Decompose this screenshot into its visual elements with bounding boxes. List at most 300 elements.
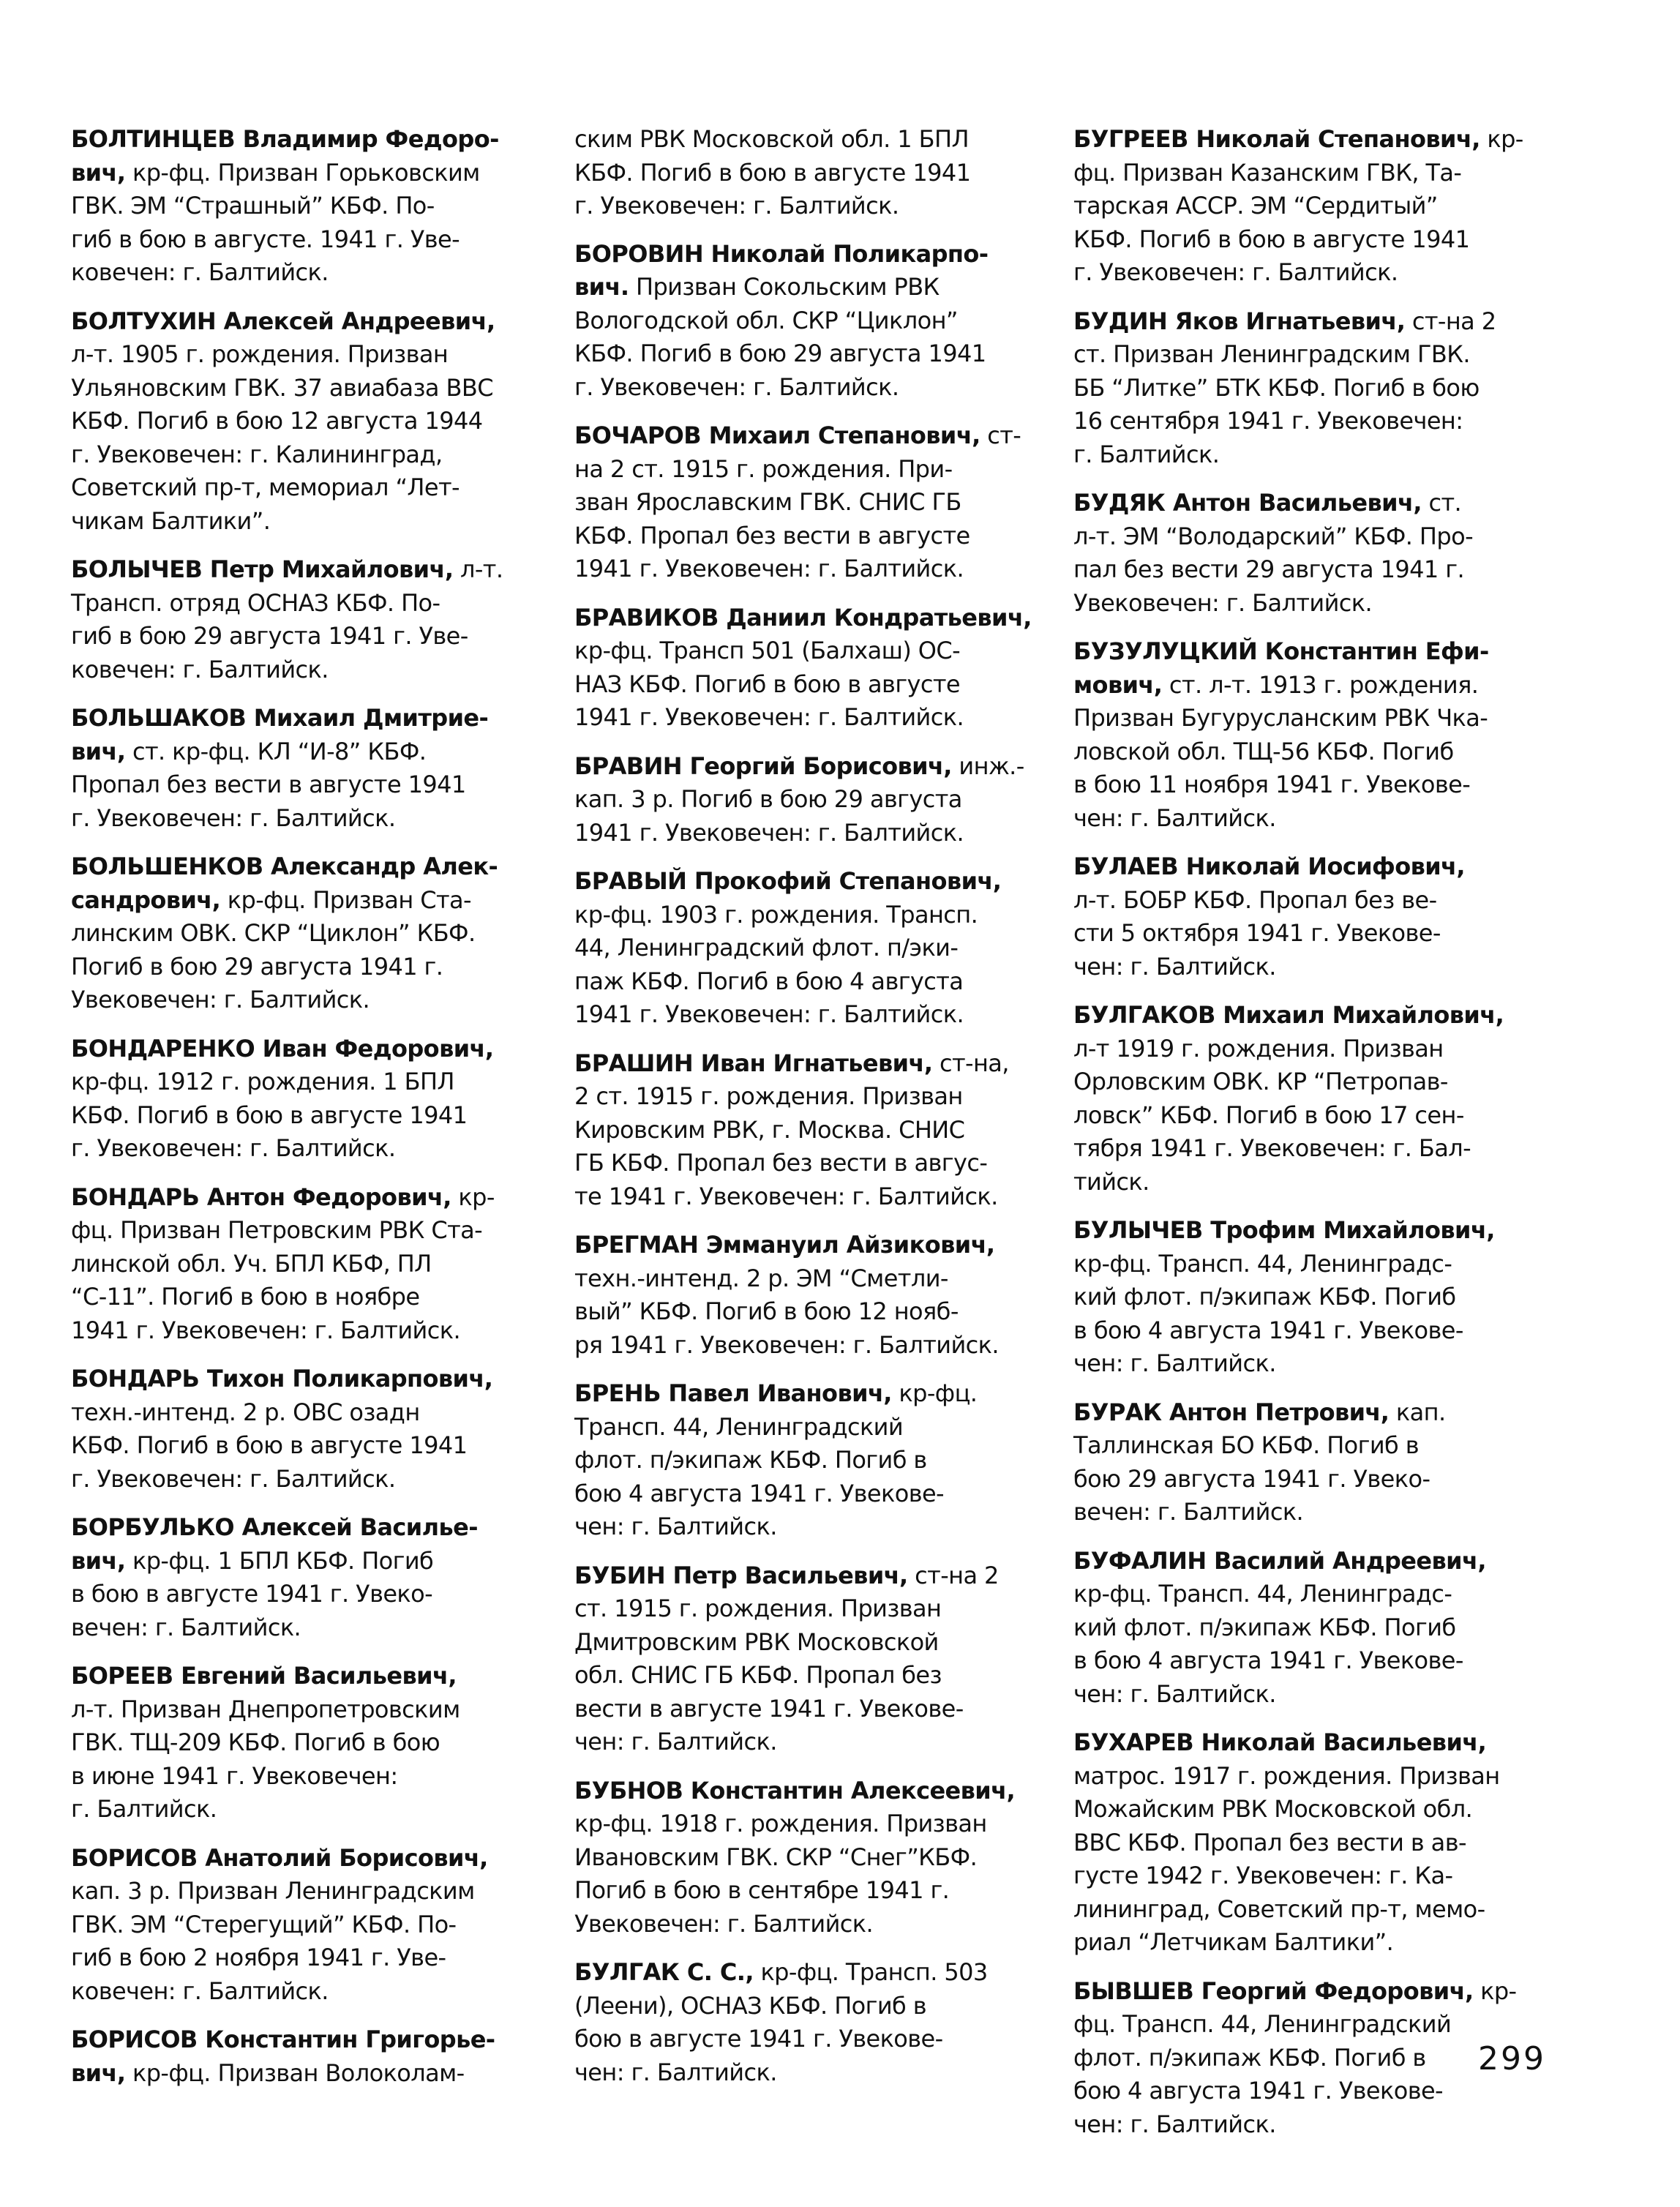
text-line (71, 587, 561, 621)
entry-text: Таллинская БО КБФ. Погиб в (1073, 1431, 1420, 1459)
text-line (1073, 338, 1543, 372)
entry-name: БОНДАРЕНКО Иван Федорович, (71, 1034, 494, 1063)
text-line (71, 620, 561, 653)
text-line (1073, 123, 1543, 157)
text-line (1073, 1248, 1543, 1281)
entry-text: чен: г. Балтийск. (1073, 803, 1276, 832)
text-line (574, 1080, 1038, 1114)
entry-text: ст. кр-фц. КЛ “И-8” КБФ. (125, 737, 427, 765)
entry-name: БРЕГМАН Эммануил Айзикович, (574, 1231, 995, 1259)
entry-name: БОНДАРЬ Тихон Поликарпович, (71, 1365, 493, 1393)
text-line (574, 238, 1038, 271)
text-line (71, 1578, 561, 1611)
text-line (71, 951, 561, 984)
entry-text: кр- (451, 1183, 495, 1211)
entry-text: г. Увековечен: г. Балтийск. (71, 1134, 396, 1162)
text-line (71, 1941, 561, 1975)
text-line (71, 1545, 561, 1578)
entry-name: вич, (71, 737, 126, 765)
entry-text: 44, Ленинградский флот. п/эки- (574, 934, 959, 962)
entry-text: флот. п/экипаж КБФ. Погиб в (574, 1446, 927, 1474)
text-line (71, 190, 561, 223)
entry-text: Увековечен: г. Балтийск. (71, 986, 370, 1013)
text-line (71, 702, 561, 735)
text-line (574, 1411, 1038, 1445)
entry-text: чен: г. Балтийск. (1073, 2110, 1276, 2138)
entry-text: л-т 1919 г. рождения. Призван (1073, 1034, 1444, 1063)
entry-name: БУЛГАКОВ Михаил Михайлович, (1073, 1001, 1504, 1029)
text-line (1073, 1760, 1543, 1794)
text-line (1073, 1859, 1543, 1893)
text-line (71, 1099, 561, 1133)
entry-text: Увековечен: г. Балтийск. (1073, 588, 1373, 617)
memorial-entry (71, 1842, 561, 2009)
text-line (574, 1262, 1038, 1296)
entry-text: кий флот. п/экипаж КБФ. Погиб (1073, 1613, 1456, 1641)
entry-text: тября 1941 г. Увековечен: г. Бал- (1073, 1134, 1471, 1162)
text-line (1073, 1611, 1543, 1645)
entry-text: кр-фц. 1 БПЛ КБФ. Погиб (125, 1546, 434, 1575)
entry-text: чен: г. Балтийск. (1073, 952, 1276, 981)
entry-text: кап. 3 р. Призван Ленинградским (71, 1877, 475, 1905)
memorial-entry (1073, 487, 1543, 620)
memorial-entry (71, 850, 561, 1017)
entry-name: БУЛАЕВ Николай Иосифович, (1073, 853, 1465, 880)
entry-text: кр-фц. Призван Ста- (220, 885, 471, 914)
entry-name: вич, (71, 2058, 126, 2087)
text-line (71, 1875, 561, 1908)
text-line (1073, 1132, 1543, 1166)
entry-text: кр-фц. Трансп. 44, Ленинградс- (1073, 1249, 1452, 1278)
text-line (1073, 1644, 1543, 1678)
entry-text: чен: г. Балтийск. (1073, 1679, 1276, 1708)
entry-text: вечен: г. Балтийск. (71, 1613, 301, 1641)
entry-text: кр-фц. 1918 г. рождения. Призван (574, 1810, 987, 1837)
entry-text: л-т. (453, 555, 503, 583)
text-line (574, 2023, 1038, 2056)
text-line (1073, 487, 1543, 520)
text-line (574, 1180, 1038, 1214)
entry-text: чен: г. Балтийск. (1073, 1349, 1276, 1377)
entry-text: 1941 г. Увековечен: г. Балтийск. (71, 1316, 461, 1344)
text-line (574, 668, 1038, 702)
entry-text: 16 сентября 1941 г. Увековечен: (1073, 407, 1463, 435)
text-line (574, 817, 1038, 850)
text-line (1073, 669, 1543, 702)
text-line (574, 865, 1038, 899)
entry-text: КБФ. Пропал без вести в августе (574, 521, 970, 550)
entry-name: сандрович, (71, 885, 221, 914)
entry-text: фц. Призван Казанским ГВК, Та- (1073, 158, 1462, 187)
text-line (1073, 223, 1543, 257)
text-line (1073, 1033, 1543, 1066)
text-line (71, 1793, 561, 1826)
entry-text: ковечен: г. Балтийск. (71, 1976, 329, 2005)
entry-name: БОЛЫЧЕВ Петр Михайлович, (71, 555, 454, 583)
entry-text: НАЗ КБФ. Погиб в бою в августе (574, 670, 960, 698)
entry-text: г. Увековечен: г. Балтийск. (1073, 258, 1398, 286)
memorial-entry (71, 1363, 561, 1496)
column-1 (71, 123, 561, 2105)
memorial-entry (574, 1956, 1038, 2089)
entry-text: 1941 г. Увековечен: г. Балтийск. (574, 555, 964, 582)
entry-text: бою 29 августа 1941 г. Увеко- (1073, 1464, 1430, 1493)
memorial-entry (574, 238, 1038, 405)
entry-text: кр-фц. Призван Горьковским (125, 158, 480, 187)
entry-text: Трансп. отряд ОСНАЗ КБФ. По- (71, 588, 440, 617)
text-line (574, 1377, 1038, 1411)
text-line (1073, 1396, 1543, 1430)
entry-text: ст. Призван Ленинградским ГВК. (1073, 340, 1470, 368)
entry-name: БУБНОВ Константин Алексеевич, (574, 1776, 1016, 1805)
memorial-entry (574, 1559, 1038, 1759)
memorial-entry (1073, 123, 1543, 290)
text-line (71, 850, 561, 884)
entry-text: риал “Летчикам Балтики”. (1073, 1928, 1394, 1956)
entry-name: БОЛЬШАКОВ Михаил Дмитрие- (71, 704, 489, 732)
text-line (71, 1214, 561, 1248)
entry-text: КБФ. Погиб в бою в августе 1941 (71, 1431, 468, 1459)
entry-text: гиб в бою 2 ноября 1941 г. Уве- (71, 1944, 446, 1971)
text-line (574, 304, 1038, 338)
text-line (574, 1114, 1038, 1147)
text-line (1073, 2075, 1543, 2108)
entry-name: вич, (71, 1546, 126, 1575)
text-line (1073, 850, 1543, 884)
entry-text: Советский пр-т, мемориал “Лет- (71, 473, 460, 501)
entry-text: техн.-интенд. 2 р. ОВС озадн (71, 1398, 420, 1426)
text-line (574, 783, 1038, 817)
entry-text: ловской обл. ТЩ-56 КБФ. Погиб (1073, 737, 1454, 765)
text-line (71, 123, 561, 157)
text-line (1073, 1429, 1543, 1463)
text-line (574, 2056, 1038, 2090)
entry-text: ковечен: г. Балтийск. (71, 258, 329, 286)
text-line (71, 505, 561, 539)
entry-text: Дмитровским РВК Московской (574, 1627, 939, 1656)
text-line (574, 1990, 1038, 2023)
text-line (71, 553, 561, 587)
entry-text: ст-на 2 (907, 1561, 999, 1589)
entry-text: пал без вести 29 августа 1941 г. (1073, 555, 1465, 583)
entry-text: кап. (1389, 1398, 1446, 1426)
entry-text: КБФ. Погиб в бою 12 августа 1944 (71, 407, 483, 435)
entry-name: БОРИСОВ Анатолий Борисович, (71, 1843, 488, 1872)
entry-text: ГВК. ЭМ “Страшный” КБФ. По- (71, 192, 435, 220)
entry-text: ря 1941 г. Увековечен: г. Балтийск. (574, 1330, 999, 1359)
memorial-entry (574, 602, 1038, 735)
entry-text: Можайским РВК Московской обл. (1073, 1795, 1473, 1823)
entry-name: БУРАК Антон Петрович, (1073, 1398, 1390, 1426)
text-line (1073, 2042, 1543, 2075)
entry-text: ВВС КБФ. Пропал без вести в ав- (1073, 1828, 1466, 1856)
entry-text: 2 ст. 1915 г. рождения. Призван (574, 1082, 963, 1110)
memorial-entry (574, 865, 1038, 1032)
text-line (71, 157, 561, 190)
entry-text: кр- (1473, 1976, 1517, 2005)
entry-text: г. Увековечен: г. Балтийск. (71, 803, 396, 832)
entry-text: тийск. (1073, 1167, 1150, 1196)
text-line (574, 552, 1038, 586)
text-line (71, 305, 561, 339)
text-line (1073, 372, 1543, 405)
entry-text: ловск” КБФ. Погиб в бою 17 сен- (1073, 1101, 1464, 1129)
entry-name: БУФАЛИН Василий Андреевич, (1073, 1546, 1486, 1575)
text-line (1073, 1463, 1543, 1496)
memorial-entry (1073, 1214, 1543, 1381)
entry-name: БУХАРЕВ Николай Васильевич, (1073, 1728, 1487, 1756)
memorial-entry (71, 123, 561, 290)
entry-text: вый” КБФ. Погиб в бою 12 нояб- (574, 1297, 959, 1325)
entry-name: БОЛТИНЦЕВ Владимир Федоро- (71, 125, 499, 153)
entry-text: г. Увековечен: г. Балтийск. (574, 372, 899, 401)
memorial-entry (71, 702, 561, 835)
entry-text: Призван Бугурусланским РВК Чка- (1073, 704, 1488, 732)
text-line (574, 1477, 1038, 1511)
memorial-entry (71, 1660, 561, 1826)
entry-name: БУДИН Яков Игнатьевич, (1073, 307, 1406, 335)
entry-text: Орловским ОВК. КР “Петропав- (1073, 1068, 1448, 1095)
text-line (71, 1396, 561, 1430)
entry-name: БОНДАРЬ Антон Федорович, (71, 1183, 451, 1211)
text-line (71, 1248, 561, 1281)
memorial-entry (574, 1229, 1038, 1362)
text-line (574, 1559, 1038, 1593)
text-line (1073, 1893, 1543, 1927)
entry-name: БРАВЫЙ Прокофий Степанович, (574, 867, 1002, 895)
text-line (71, 471, 561, 505)
entry-text: (Леени), ОСНАЗ КБФ. Погиб в (574, 1991, 927, 2020)
entry-text: в бою 4 августа 1941 г. Увекове- (1073, 1646, 1463, 1674)
entry-text: ГБ КБФ. Пропал без вести в авгус- (574, 1149, 988, 1177)
text-line (1073, 802, 1543, 836)
column-2 (574, 123, 1038, 2105)
text-line (1073, 157, 1543, 190)
text-line (1073, 884, 1543, 918)
page-number: 299 (1478, 2040, 1546, 2077)
entry-text: г. Балтийск. (1073, 440, 1220, 468)
entry-text: гиб в бою 29 августа 1941 г. Уве- (71, 622, 468, 650)
entry-text: паж КБФ. Погиб в бою 4 августа (574, 967, 964, 995)
text-line (574, 750, 1038, 784)
entry-text: на 2 ст. 1915 г. рождения. При- (574, 454, 953, 483)
text-line (1073, 2108, 1543, 2142)
entry-text: КБФ. Погиб в бою в августе 1941 (574, 158, 971, 187)
entry-name: БУЛЫЧЕВ Трофим Михайлович, (1073, 1216, 1495, 1244)
entry-text: Призван Сокольским РВК (629, 273, 940, 301)
entry-text: ст- (980, 421, 1021, 449)
text-line (1073, 190, 1543, 223)
entry-text: бою 4 августа 1941 г. Увекове- (574, 1479, 945, 1507)
text-line (574, 453, 1038, 487)
text-line (71, 653, 561, 687)
entry-text: КБФ. Погиб в бою 29 августа 1941 (574, 340, 986, 367)
entry-text: Ивановским ГВК. СКР “Снег”КБФ. (574, 1843, 978, 1871)
text-line (574, 486, 1038, 520)
entry-text: обл. СНИС ГБ КБФ. Пропал без (574, 1661, 942, 1689)
entry-text: ГВК. ЭМ “Стерегущий” КБФ. По- (71, 1910, 457, 1938)
text-line (574, 190, 1038, 223)
text-line (1073, 438, 1543, 472)
entry-text: тарская АССР. ЭМ “Сердитый” (1073, 192, 1438, 220)
entry-text: в бою в августе 1941 г. Увеко- (71, 1580, 433, 1608)
text-line (574, 157, 1038, 190)
text-line (1073, 735, 1543, 769)
entry-text: линской обл. Уч. БПЛ КБФ, ПЛ (71, 1249, 432, 1278)
entry-text: ст-на 2 (1405, 307, 1496, 335)
entry-name: БУЗУЛУЦКИЙ Константин Ефи- (1073, 637, 1489, 665)
text-line (1073, 1975, 1543, 2009)
entry-name: БРЕНЬ Павел Иванович, (574, 1379, 892, 1407)
text-line (1073, 917, 1543, 951)
entry-text: техн.-интенд. 2 р. ЭМ “Сметли- (574, 1264, 948, 1292)
memorial-entry (574, 750, 1038, 850)
entry-text: Кировским РВК, г. Москва. СНИС (574, 1115, 965, 1144)
entry-name: БОЧАРОВ Михаил Степанович, (574, 421, 980, 449)
entry-name: БОРИСОВ Константин Григорье- (71, 2026, 495, 2053)
text-line (574, 1626, 1038, 1660)
text-line (1073, 1099, 1543, 1133)
entry-text: ским РВК Московской обл. 1 БПЛ (574, 125, 969, 153)
text-line (1073, 768, 1543, 802)
text-line (574, 1229, 1038, 1262)
text-line (1073, 305, 1543, 339)
entry-text: л-т. Призван Днепропетровским (71, 1695, 460, 1723)
entry-text: КБФ. Погиб в бою в августе 1941 (71, 1101, 468, 1129)
entry-name: БУЛГАК С. С., (574, 1958, 754, 1986)
text-line (1073, 1347, 1543, 1381)
text-line (574, 998, 1038, 1032)
text-line (574, 1775, 1038, 1808)
entry-text: флот. п/экипаж КБФ. Погиб в (1073, 2043, 1426, 2072)
text-line (1073, 2008, 1543, 2042)
text-line (574, 1693, 1038, 1726)
entry-text: кий флот. п/экипаж КБФ. Погиб (1073, 1283, 1456, 1311)
text-line (1073, 1314, 1543, 1348)
text-line (1073, 1926, 1543, 1960)
text-line (71, 1033, 561, 1066)
entry-name: вич, (71, 158, 126, 187)
memorial-entry (1073, 635, 1543, 835)
text-line (71, 1908, 561, 1942)
entry-name: БОЛТУХИН Алексей Андреевич, (71, 307, 495, 335)
entry-name: БРАВИКОВ Даниил Кондратьевич, (574, 603, 1032, 632)
entry-text: Ульяновским ГВК. 37 авиабаза ВВС (71, 373, 493, 402)
entry-name: БРАВИН Георгий Борисович, (574, 752, 952, 780)
entry-text: кап. 3 р. Погиб в бою 29 августа (574, 785, 962, 813)
entry-text: ББ “Литке” БТК КБФ. Погиб в бою (1073, 373, 1480, 402)
entry-text: кр-фц. Трансп 501 (Балхаш) ОС- (574, 637, 961, 664)
entry-text: л-т. БОБР КБФ. Пропал без ве- (1073, 885, 1437, 914)
text-line (71, 1463, 561, 1496)
text-line (71, 2023, 561, 2057)
text-line (71, 256, 561, 290)
text-line (71, 1429, 561, 1463)
entry-text: в бою 11 ноября 1941 г. Увекове- (1073, 771, 1471, 798)
memorial-entry (1073, 1726, 1543, 1960)
memorial-entry (574, 1775, 1038, 1941)
memorial-entry (574, 1377, 1038, 1544)
memorial-entry (1073, 1975, 1543, 2142)
entry-text: в июне 1941 г. Увековечен: (71, 1761, 398, 1790)
text-line (71, 1760, 561, 1794)
entry-text: чен: г. Балтийск. (574, 2058, 777, 2086)
entry-text: Вологодской обл. СКР “Циклон” (574, 306, 958, 334)
text-line (574, 1725, 1038, 1759)
memorial-entry (1073, 999, 1543, 1199)
text-line (71, 1842, 561, 1876)
text-line (574, 1047, 1038, 1081)
text-line (71, 884, 561, 918)
entry-text: вести в августе 1941 г. Увекове- (574, 1694, 964, 1723)
memorial-entry (71, 1033, 561, 1166)
entry-name: мович, (1073, 670, 1163, 699)
entry-text: Погиб в бою в сентябре 1941 г. (574, 1876, 950, 1904)
entry-name: БУГРЕЕВ Николай Степанович, (1073, 125, 1480, 153)
text-line (574, 1147, 1038, 1180)
memorial-entry (71, 2023, 561, 2090)
text-line (574, 1592, 1038, 1626)
text-line (71, 768, 561, 802)
memorial-entry (71, 305, 561, 539)
text-line (574, 1444, 1038, 1477)
entry-text: Пропал без вести в августе 1941 (71, 771, 466, 798)
text-line (1073, 1793, 1543, 1826)
text-line (574, 1329, 1038, 1363)
continued-entry (574, 123, 1038, 223)
text-line (1073, 405, 1543, 438)
entry-text: чикам Балтики”. (71, 506, 271, 535)
text-line (1073, 1065, 1543, 1099)
text-line (71, 1363, 561, 1396)
text-line (1073, 999, 1543, 1033)
text-line (574, 899, 1038, 932)
text-line (71, 1281, 561, 1314)
entry-text: ст. л-т. 1913 г. рождения. (1162, 670, 1479, 699)
text-line (574, 123, 1038, 157)
text-line (71, 405, 561, 438)
text-line (71, 1726, 561, 1760)
entry-text: лининград, Советский пр-т, мемо- (1073, 1895, 1485, 1923)
text-line (574, 1956, 1038, 1990)
entry-text: гиб в бою в августе. 1941 г. Уве- (71, 225, 460, 253)
entry-text: кр- (1480, 125, 1523, 153)
entry-text: ст. (1421, 489, 1462, 517)
entry-text: бою 4 августа 1941 г. Увекове- (1073, 2077, 1444, 2105)
memorial-entry (71, 553, 561, 686)
text-line (574, 1874, 1038, 1908)
text-line (71, 1511, 561, 1545)
column-3 (1073, 123, 1543, 2157)
text-line (574, 1659, 1038, 1693)
entry-text: 1941 г. Увековечен: г. Балтийск. (574, 1000, 964, 1028)
text-line (71, 917, 561, 951)
entry-text: сти 5 октября 1941 г. Увекове- (1073, 919, 1441, 947)
text-line (1073, 1166, 1543, 1199)
entry-name: БОРБУЛЬКО Алексей Васильe- (71, 1513, 478, 1541)
entry-name: БРАШИН Иван Игнатьевич, (574, 1049, 933, 1077)
entry-name: БОРЕЕВ Евгений Васильевич, (71, 1662, 457, 1690)
text-line (1073, 1678, 1543, 1712)
text-line (1073, 635, 1543, 669)
text-line (1073, 553, 1543, 587)
memorial-entry (71, 1181, 561, 1348)
entry-text: г. Увековечен: г. Калининград, (71, 440, 443, 468)
entry-text: ковечен: г. Балтийск. (71, 655, 329, 683)
entry-text: 1941 г. Увековечен: г. Балтийск. (574, 818, 964, 847)
text-line (71, 372, 561, 405)
text-line (574, 1807, 1038, 1841)
